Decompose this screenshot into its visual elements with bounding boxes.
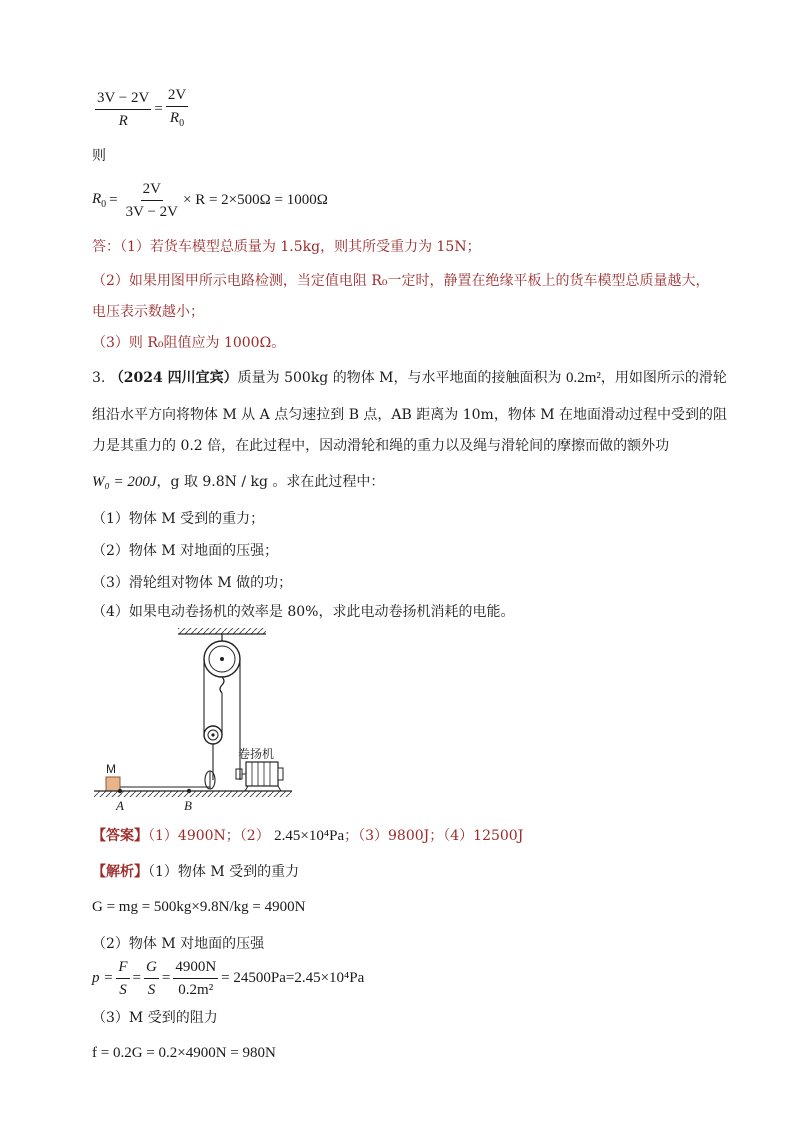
ceiling-hatch (178, 628, 266, 634)
fraction-right: $\frac{2V}{R_0}$ (167, 87, 187, 129)
label-a: A (116, 798, 124, 813)
winch-label: 卷扬机 (238, 747, 275, 761)
label-m: M (106, 762, 116, 776)
equation-ratio: $\frac{3V - 2V}{R}$ = $\frac{2V}{R_0}$ (92, 86, 191, 133)
fraction-left: $\frac{3V - 2V}{R}$ (97, 90, 150, 129)
equation-weight: G = mg = 500kg×9.8N/kg = 4900N (92, 899, 306, 915)
problem-line-4: W₀ = 200J，g 取 9.8N / kg 。求在此过程中： (92, 474, 385, 490)
equation-friction: f = 0.2G = 0.2×4900N = 980N (92, 1045, 276, 1061)
answer-line-4: （3）则 R₀阻值应为 1000Ω。 (92, 335, 286, 351)
question-4: （4）如果电动卷扬机的效率是 80%，求此电动卷扬机消耗的电能。 (92, 604, 515, 620)
answer-line-2: （2）如果用图甲所示电路检测，当定值电阻 R₀一定时，静置在绝缘平板上的货车模型总质量越大， (92, 273, 710, 289)
question-2: （2）物体 M 对地面的压强； (92, 543, 279, 559)
fraction-r0: $\frac{2V}{3V - 2V}$ (125, 181, 178, 220)
answer-line-1: 答：（1）若货车模型总质量为 1.5kg，则其所受重力为 15N； (92, 239, 481, 255)
question-1: （1）物体 M 受到的重力； (92, 511, 265, 527)
hook (220, 677, 224, 693)
analysis-part-1: 【解析】（1）物体 M 受到的重力 (92, 864, 300, 880)
analysis-part-3: （3）M 受到的阻力 (92, 1010, 218, 1026)
ground-hatch (94, 791, 292, 797)
block-m (106, 777, 120, 791)
answer-key: 【答案】（1）4900N；（2） 2.45×10⁴Pa；（3）9800J；（4）12500J (92, 828, 524, 844)
answer-line-3: 电压表示数越小； (92, 304, 204, 320)
question-3: （3）滑轮组对物体 M 做的功； (92, 575, 293, 591)
equation-r0: $R_0$ = $\frac{2V}{3V - 2V}$ × R = 2×500Ω = 1000Ω (92, 181, 328, 220)
problem-line-3: 力是其重力的 0.2 倍，在此过程中，因动滑轮和绳的重力以及绳与滑轮间的摩擦而做的额外功 (92, 438, 670, 454)
pulley-figure (92, 625, 302, 815)
point-a (118, 789, 122, 793)
winch (246, 762, 278, 786)
then-label: 则 (92, 148, 106, 164)
problem-line-2: 组沿水平方向将物体 M 从 A 点匀速拉到 B 点，AB 距离为 10m，物体 M 在地面滑动过程中受到的阻 (92, 407, 728, 423)
analysis-part-2: （2）物体 M 对地面的压强 (92, 936, 265, 952)
point-b (187, 789, 191, 793)
problem-line-1: 3. （2024 四川宜宾）质量为 500kg 的物体 M，与水平地面的接触面积为 0.2m²，用如图所示的滑轮 (92, 370, 727, 386)
label-b: B (184, 798, 192, 813)
equation-pressure: p = $\frac{F}{S}$ = $\frac{G}{S}$ = $\frac{4900N}{\text{0.2m²}}$ = 24500Pa=2.45×10⁴Pa (92, 959, 365, 998)
